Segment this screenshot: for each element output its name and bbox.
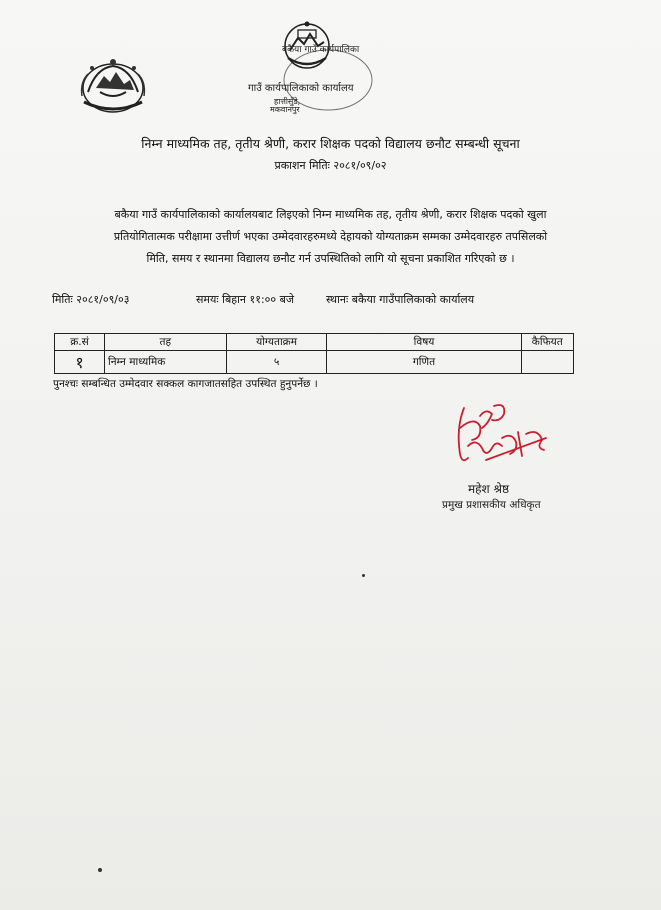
cell-remarks: [521, 351, 573, 374]
body-line-1: बकैया गाउँ कार्यपालिकाको कार्यालयबाट लिइएको निम्न माध्यमिक तह, तृतीय श्रेणी, करार शिक्षक पदको खुला: [114, 208, 547, 221]
ink-speck: [98, 868, 102, 872]
cell-subject: गणित: [327, 351, 521, 374]
seal-line-2: गाउँ कार्यपालिकाको कार्यालय: [248, 83, 354, 94]
handwritten-signature-icon: [446, 398, 554, 474]
header-subject: विषय: [327, 334, 521, 351]
header-remarks: कैफियत: [521, 334, 573, 351]
schedule-time: समयः बिहान ११:०० बजे: [196, 293, 295, 306]
schedule-place: स्थानः बकैया गाउँपालिकाको कार्यालय: [326, 293, 475, 306]
header-sn: क्र.सं: [55, 334, 105, 351]
seal-line-4: मकवानपुर: [270, 105, 300, 114]
header-rank: योग्यताक्रम: [226, 334, 327, 351]
header-level: तह: [104, 334, 226, 351]
seal-line-3: हात्तीसुँडे,: [274, 97, 301, 106]
schedule-date: मितिः २०८१/०९/०३: [52, 293, 130, 306]
seal-line-1: बकैया गाउँ कार्यपालिका: [282, 45, 360, 55]
signer-title: प्रमुख प्रशासकीय अधिकृत: [442, 499, 541, 511]
ink-speck: [362, 574, 365, 577]
candidate-table: [54, 333, 574, 374]
cell-sn: १: [55, 351, 105, 374]
table-row: [55, 351, 574, 374]
notice-title: निम्न माध्यमिक तह, तृतीय श्रेणी, करार शिक्षक पदको विद्यालय छनौट सम्बन्धी सूचना: [141, 136, 520, 151]
postscript-note: पुनश्चः सम्बन्धित उम्मेदवार सक्कल कागजातसहित उपस्थित हुनुपर्नेछ ।: [53, 378, 318, 390]
body-line-3: मिति, समय र स्थानमा विद्यालय छनौट गर्न उपस्थितिको लागि यो सूचना प्रकाशित गरिएको छ ।: [146, 252, 515, 265]
nepal-emblem-icon: [74, 52, 152, 118]
cell-rank: ५: [226, 351, 327, 374]
body-line-2: प्रतियोगितात्मक परीक्षामा उत्तीर्ण भएका उम्मेदवारहरुमध्ये देहायको योग्यताक्रम सम्मका उम्मेदवारहरु तपसिलको: [113, 230, 548, 243]
publish-date: प्रकाशन मितिः २०८१/०९/०२: [274, 159, 387, 172]
signer-name: महेश श्रेष्ठ: [468, 482, 510, 496]
cell-level: निम्न माध्यमिक: [104, 351, 226, 374]
table-header-row: [55, 334, 574, 351]
